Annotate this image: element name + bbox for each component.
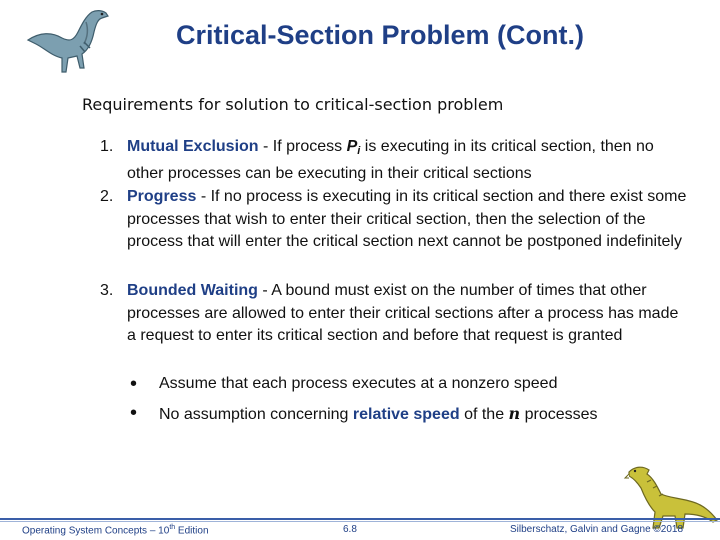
footer-rule-thin <box>0 521 720 522</box>
requirement-item-1 <box>100 136 687 185</box>
footer-book-title <box>22 524 209 536</box>
footer-left-text: Operating System Concepts – 10 <box>22 525 170 537</box>
bullet-keyword: relative speed <box>352 406 460 423</box>
footer-authors: Silberschatz, Galvin and Gagne ©2018 <box>510 524 684 535</box>
bullet-text-part: of the <box>459 406 509 423</box>
bullet-text-part: processes <box>520 406 598 423</box>
item-body <box>127 136 687 185</box>
bullet-icon: • <box>130 373 138 395</box>
item-number: 2. <box>100 188 114 205</box>
process-variable <box>347 138 361 155</box>
bullet-item-2 <box>130 404 598 424</box>
item-body <box>127 280 687 348</box>
bullet-text <box>159 406 598 423</box>
requirement-item-2 <box>100 186 687 254</box>
item-text: - If no process is executing in its critical section and there exist some processes that wish to enter their critical section, then the selection of the process that will enter the critical section next cannot be postponed indefinitely <box>127 188 687 250</box>
dinosaur-logo-icon <box>22 2 114 78</box>
bullet-text-part: No assumption concerning <box>159 406 353 423</box>
item-text: - If process <box>258 138 347 155</box>
item-keyword: Bounded Waiting <box>127 282 258 299</box>
item-keyword: Progress <box>127 188 197 205</box>
process-subscript: i <box>357 145 361 157</box>
n-variable: n <box>508 404 521 423</box>
item-number: 3. <box>100 282 114 299</box>
footer-rule <box>0 518 720 520</box>
slide-title: Critical-Section Problem (Cont.) <box>175 20 585 50</box>
bullet-item-1 <box>130 375 557 393</box>
process-letter: P <box>346 138 358 155</box>
bullet-icon: • <box>130 402 138 424</box>
item-text: is executing in its critical section, then no other processes can be executing in their critical sections <box>127 138 654 182</box>
footer-page-number: 6.8 <box>343 524 357 535</box>
item-body <box>127 186 687 254</box>
footer-left-end: Edition <box>175 525 209 537</box>
bullet-text: Assume that each process executes at a nonzero speed <box>159 375 558 392</box>
slide-subtitle: Requirements for solution to critical-section problem <box>82 95 504 114</box>
item-number: 1. <box>100 138 114 155</box>
footer-superscript: th <box>169 524 176 531</box>
requirement-item-3 <box>100 280 687 348</box>
item-keyword: Mutual Exclusion <box>127 138 259 155</box>
item-text: - A bound must exist on the number of times that other processes are allowed to enter their critical sections after a process has made a request to enter its critical section and before that request is granted <box>127 282 679 344</box>
